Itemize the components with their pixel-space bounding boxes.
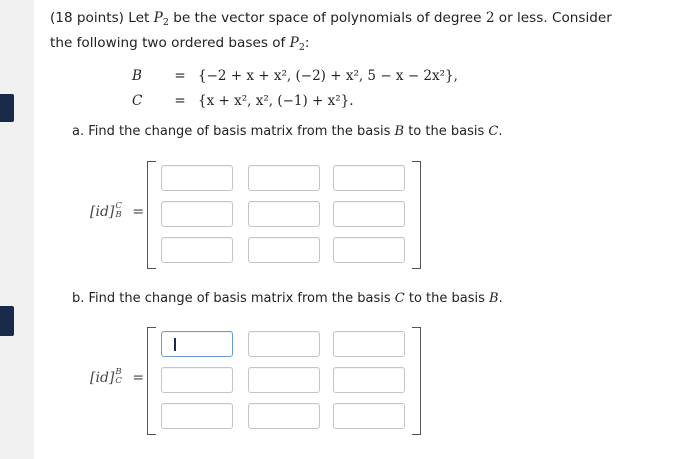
intro-points: (18 points) Let bbox=[50, 10, 150, 26]
basis-b-set: {−2 + x + x², (−2) + x², 5 − x − 2x²}, bbox=[198, 68, 458, 84]
matrix-a-cell-r2c2[interactable] bbox=[248, 201, 320, 227]
matrix-a-label: [id] C B = bbox=[90, 201, 145, 220]
basis-c-equals: = bbox=[174, 93, 186, 109]
part-b-mid: to the basis bbox=[408, 291, 485, 306]
matrix-a-cell-r1c3[interactable] bbox=[333, 165, 405, 191]
part-a-mid: to the basis bbox=[408, 124, 485, 139]
part-a-to: C bbox=[488, 124, 499, 139]
p2-symbol-2: $P_2$ bbox=[289, 35, 305, 53]
part-b-from: C bbox=[394, 291, 405, 306]
matrix-b-cell-r2c1[interactable] bbox=[161, 367, 233, 393]
matrix-b-cell-r3c3[interactable] bbox=[333, 403, 405, 429]
matrix-a-cell-r3c1[interactable] bbox=[161, 237, 233, 263]
matrix-b-cell-r1c3[interactable] bbox=[333, 331, 405, 357]
matrix-a-cell-r1c1[interactable] bbox=[161, 165, 233, 191]
p2-symbol: $P_2$ bbox=[153, 10, 169, 28]
part-b-prefix: b. Find the change of basis matrix from the basis bbox=[72, 291, 391, 306]
intro-degree: 2 bbox=[485, 10, 495, 26]
part-b-prompt bbox=[72, 291, 503, 306]
matrix-a-right-bracket bbox=[412, 161, 421, 269]
sidebar-marker-1[interactable] bbox=[0, 94, 14, 122]
part-a-end: . bbox=[498, 124, 503, 139]
matrix-b-label: [id] B C = bbox=[90, 367, 145, 386]
basis-b-name: B bbox=[132, 68, 142, 84]
intro-colon: : bbox=[304, 35, 310, 51]
bases-definition bbox=[132, 64, 458, 114]
matrix-b-right-bracket bbox=[412, 327, 421, 435]
matrix-a-cell-r1c2[interactable] bbox=[248, 165, 320, 191]
matrix-b-cell-r1c1[interactable] bbox=[161, 331, 233, 357]
matrix-b-cell-r1c2[interactable] bbox=[248, 331, 320, 357]
matrix-a-cell-r3c2[interactable] bbox=[248, 237, 320, 263]
matrix-b-cell-r3c1[interactable] bbox=[161, 403, 233, 429]
basis-c-set: {x + x², x², (−1) + x²}. bbox=[198, 93, 354, 109]
matrix-b-cell-r2c2[interactable] bbox=[248, 367, 320, 393]
sidebar-marker-2[interactable] bbox=[0, 306, 14, 336]
basis-b-equals: = bbox=[174, 68, 186, 84]
matrix-a-cell-r3c3[interactable] bbox=[333, 237, 405, 263]
matrix-b-left-bracket bbox=[147, 327, 156, 435]
intro-mid: be the vector space of polynomials of degree bbox=[173, 10, 482, 26]
part-a-from: B bbox=[394, 124, 405, 139]
matrix-b-cell-r3c2[interactable] bbox=[248, 403, 320, 429]
text-caret bbox=[174, 338, 176, 351]
intro-line2: the following two ordered bases of bbox=[50, 35, 286, 51]
basis-c-name: C bbox=[132, 93, 143, 109]
part-a-prompt bbox=[72, 124, 502, 139]
part-a-prefix: a. Find the change of basis matrix from the basis bbox=[72, 124, 391, 139]
basis-c-row bbox=[132, 89, 458, 114]
matrix-a-left-bracket bbox=[147, 161, 156, 269]
matrix-a-cell-r2c1[interactable] bbox=[161, 201, 233, 227]
basis-b-row bbox=[132, 64, 458, 89]
part-b-end: . bbox=[498, 291, 503, 306]
question-intro bbox=[50, 8, 670, 58]
part-b-to: B bbox=[489, 291, 499, 306]
left-edge bbox=[0, 0, 34, 459]
matrix-a-cell-r2c3[interactable] bbox=[333, 201, 405, 227]
intro-end: or less. Consider bbox=[498, 10, 612, 26]
matrix-b-cell-r2c3[interactable] bbox=[333, 367, 405, 393]
